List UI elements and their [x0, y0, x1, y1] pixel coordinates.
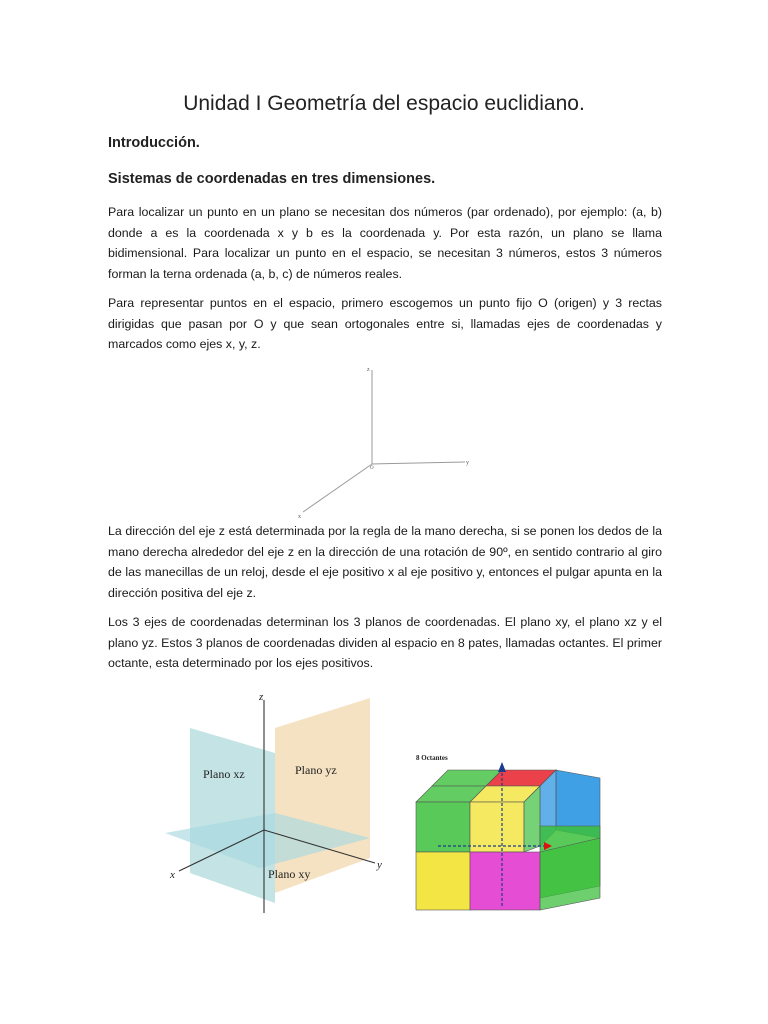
paragraph-1: Para localizar un punto en un plano se necesitan dos números (par ordenado), por ejemplo: (a, b) donde a es la coordenada x y b es la coordenada y. Por esta razón, un plano se llama bidimensional. Para localizar un punto en el espacio, se necesitan 3 números, estos 3 números forman la terna ordenada (a, b, c) de números reales. — [108, 205, 662, 281]
axis-label-z: z — [259, 691, 264, 703]
axis-label-x: x — [298, 514, 301, 520]
label-plane-xy: Plano xy — [268, 867, 311, 881]
paragraph-2: Para representar puntos en el espacio, primero escogemos un punto fijo O (origen) y 3 rectas dirigidas que pasan por O y que sean ortogonales entre si, llamadas ejes de coordenadas y marcados como ejes x, y, z. — [108, 296, 662, 351]
heading-coordinate-systems: Sistemas de coordenadas en tres dimensiones. — [108, 171, 436, 187]
plane-yz — [275, 698, 370, 893]
label-plane-yz: Plano yz — [295, 763, 337, 777]
axes-figure — [295, 362, 475, 520]
octants-caption: 8 Octantes — [416, 754, 448, 762]
paragraph-3: La dirección del eje z está determinada por la regla de la mano derecha, si se ponen los dedos de la mano derecha alrededor del eje z en la dirección de una rotación de 90º, en sentido contrario al giro de las manecillas de un reloj, desde el eje positivo x al eje positivo y, entonces el pulgar apunta en la dirección positiva del eje z. — [108, 524, 662, 600]
heading-introduction: Introducción. — [108, 135, 200, 151]
label-plane-xz: Plano xz — [203, 767, 245, 781]
axis-label-x: x — [170, 869, 175, 881]
axis-label-z: z — [367, 367, 370, 373]
octant-z-arrow — [498, 762, 506, 772]
coordinate-planes-figure — [165, 688, 390, 918]
paragraph-4: Los 3 ejes de coordenadas determinan los 3 planos de coordenadas. El plano xy, el plano xz y el plano yz. Estos 3 planos de coordenadas dividen al espacio en 8 pates, llamadas octantes. El primer octante, esta determinado por los ejes positivos. — [108, 615, 662, 670]
origin-label: O — [370, 466, 374, 471]
axis-label-y: y — [466, 460, 469, 466]
axis-label-y: y — [377, 859, 382, 871]
page-title: Unidad I Geometría del espacio euclidiano. — [183, 92, 585, 115]
octants-figure — [398, 748, 608, 920]
